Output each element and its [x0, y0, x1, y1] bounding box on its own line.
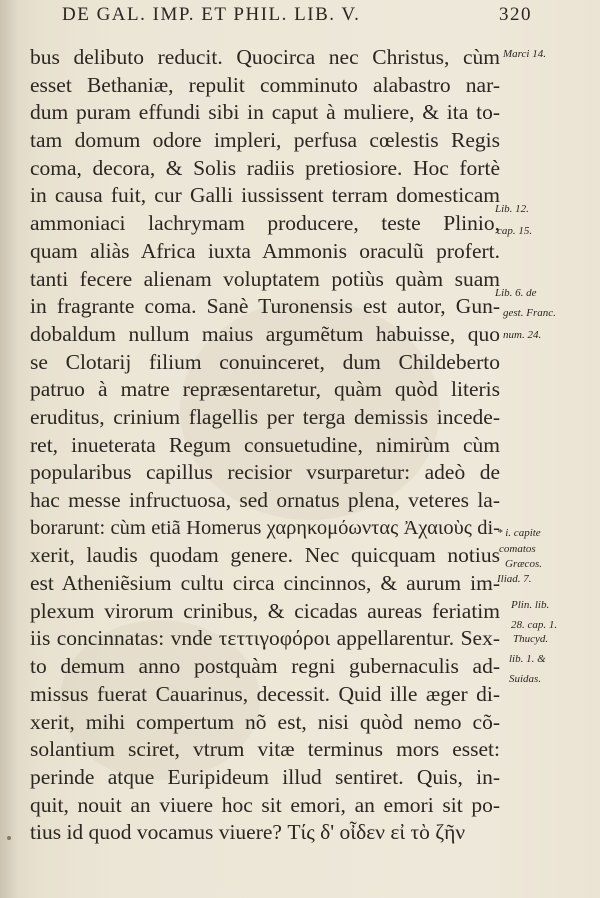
text-line: perinde atque Euripideum illud sentiret. Quis, in- [30, 764, 500, 789]
text-line: tam domum odore impleri, perfusa cœlestis Regis [30, 128, 500, 153]
text-line: missus fuerat Cauarinus, decessit. Quid ille æger di- [30, 681, 500, 706]
margin-note: comatos [499, 543, 536, 555]
margin-note: Lib. 6. de [495, 287, 537, 299]
text-line: xerit, mihi compertum nõ est, nisi quòd nemo cõ- [30, 709, 500, 734]
text-line: dobaldum nullum maius argumẽtum habuisse, quo [30, 321, 500, 346]
text-line: iis concinnatas: vnde τεττιγοφόροι appellarentur. Sex- [30, 626, 500, 651]
margin-note: Thucyd. [513, 633, 549, 645]
text-line: popularibus capillus recisior vsurparetur: adeò de [30, 460, 500, 485]
page-number: 320 [499, 4, 532, 25]
text-line: solantium sciret, vtrum vitæ terminus mors esset: [30, 737, 500, 762]
text-line: eruditus, crinium flagellis per terga demissis incede- [30, 404, 500, 429]
text-line: in fragrante coma. Sanè Turonensis est autor, Gun- [30, 294, 500, 319]
margin-note: num. 24. [503, 329, 542, 341]
text-line: tanti fecere alienam voluptatem potiùs quàm suam [30, 266, 500, 291]
margin-note: Plin. lib. [511, 599, 550, 611]
text-line: quit, nouit an viuere hoc sit emori, an emori sit po- [30, 792, 500, 817]
margin-note: gest. Franc. [503, 307, 556, 319]
margin-note: Iliad. 7. [497, 573, 532, 585]
margin-note: Suidas. [509, 673, 542, 685]
text-line: in causa fuit, cur Galli iussissent terram domesticam [30, 183, 500, 208]
text-line: ammoniaci lachrymam producere, teste Plinio, [30, 211, 500, 236]
running-header [62, 2, 532, 36]
margin-note: cap. 15. [497, 225, 533, 237]
ink-speck [7, 836, 11, 840]
margin-note: * i. capite [497, 527, 541, 539]
text-line: hac messe infructuosa, sed ornatus plena, veteres la- [30, 488, 500, 512]
margin-note: Marci 14. [503, 48, 546, 60]
text-line: patruo à matre repræsentaretur, quàm quòd literis [30, 377, 500, 402]
text-line: plexum virorum crinibus, & cicadas aureas feriatim [30, 598, 500, 623]
text-line: esset Bethaniæ, repulit comminuto alabastro nar- [30, 72, 500, 97]
text-line: tius id quod vocamus viuere? Τίς δ' οἶδεν εἰ τὸ ζῆν [30, 820, 466, 845]
margin-note: 28. cap. 1. [511, 619, 558, 631]
text-line: est Atheniẽsium cultu circa cincinnos, & aurum im- [30, 571, 500, 596]
text-line: to demum anno postquàm regni gubernaculis ad- [30, 654, 500, 679]
binding-shadow [0, 0, 18, 898]
text-line: bus delibuto reducit. Quocirca nec Christus, cùm [30, 45, 500, 69]
text-line: dum puram effundi sibi in caput à muliere, & ita to- [30, 100, 500, 125]
text-line: coma, decora, & Solis radiis pretiosiore. Hoc fortè [30, 155, 500, 180]
margin-note: Lib. 12. [495, 203, 529, 215]
text-line: quam aliàs Africa iuxta Ammonis oraculũ profert. [30, 238, 500, 263]
margin-note: lib. 1. & [509, 653, 546, 665]
text-line: se Clotarij filium conuinceret, dum Childeberto [30, 349, 500, 374]
text-line: ret, inueterata Regum consuetudine, nimirùm cùm [30, 432, 500, 457]
main-text-block [30, 44, 500, 847]
text-line: xerit, laudis quodam genere. Nec quicquam notius [30, 543, 500, 568]
text-line: borarunt: cùm etiã Homerus χαρηκομόωντας Ἀχαιοὺς di- [30, 516, 500, 539]
margin-note: Græcos. [505, 558, 542, 570]
running-title: DE GAL. IMP. ET PHIL. LIB. V. [62, 4, 361, 25]
